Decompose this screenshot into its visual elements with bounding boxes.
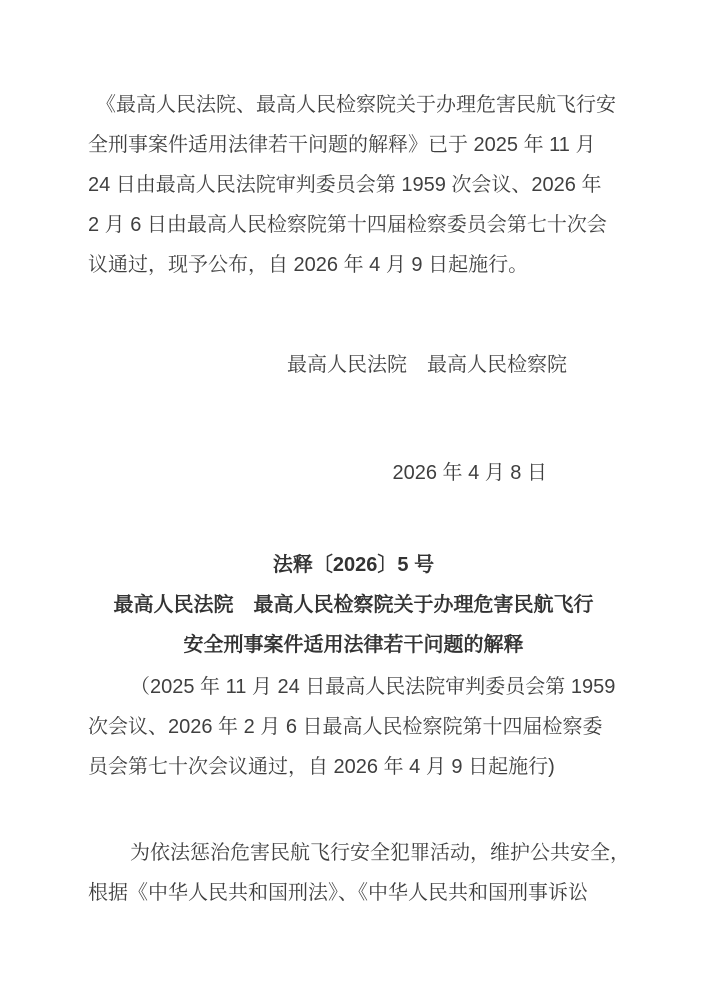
adoption-note-line: （2025 年 11 月 24 日最高人民法院审判委员会第 1959 — [130, 676, 616, 698]
body-line: 根据《中华人民共和国刑法》、《中华人民共和国刑事诉讼 — [88, 882, 588, 904]
announcement-line: 全刑事案件适用法律若干问题的解释》已于 2025 年 11 月 — [88, 134, 596, 156]
adoption-note-line: 次会议、2026 年 2 月 6 日最高人民检察院第十四届检察委 — [88, 716, 603, 738]
announcement-paragraph — [88, 85, 619, 285]
body-line: 为依法惩治危害民航飞行安全犯罪活动，维护公共安全， — [130, 842, 630, 864]
announcement-line: 24 日由最高人民法院审判委员会第 1959 次会议、2026 年 — [88, 174, 602, 196]
issue-date: 2026 年 4 月 8 日 — [392, 462, 547, 484]
document-title-block — [88, 545, 619, 665]
document-title-line: 安全刑事案件适用法律若干问题的解释 — [183, 634, 524, 656]
issuing-authorities-signature: 最高人民法院 最高人民检察院 — [287, 354, 567, 376]
announcement-line: 《最高人民法院、最高人民检察院关于办理危害民航飞行安 — [96, 94, 616, 116]
announcement-line: 2 月 6 日由最高人民检察院第十四届检察委员会第七十次会 — [88, 214, 607, 236]
adoption-note-paragraph — [88, 667, 619, 787]
body-paragraph — [88, 833, 630, 913]
announcement-line: 议通过，现予公布，自 2026 年 4 月 9 日起施行。 — [88, 254, 529, 276]
document-number: 法释〔2026〕5 号 — [272, 554, 435, 576]
adoption-note-line: 员会第七十次会议通过，自 2026 年 4 月 9 日起施行) — [88, 756, 555, 778]
document-title-line: 最高人民法院 最高人民检察院关于办理危害民航飞行 — [113, 594, 594, 616]
